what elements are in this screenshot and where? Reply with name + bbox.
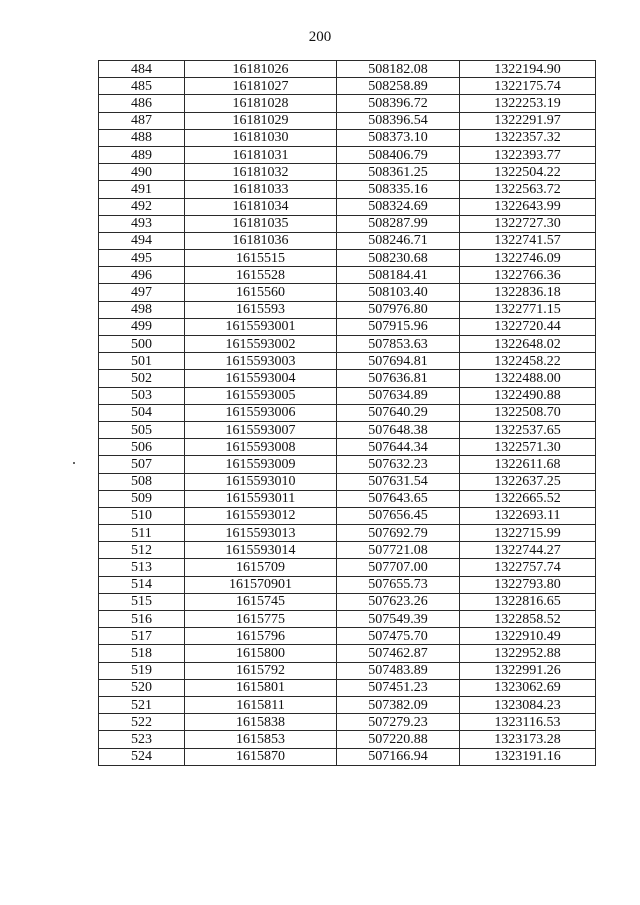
y-coordinate-cell: 1322488.00 — [460, 370, 596, 387]
y-coordinate-cell: 1322508.70 — [460, 404, 596, 421]
row-index-cell: 524 — [99, 748, 185, 765]
y-coordinate-cell: 1322637.25 — [460, 473, 596, 490]
x-coordinate-cell: 507707.00 — [337, 559, 460, 576]
x-coordinate-cell: 508396.72 — [337, 95, 460, 112]
point-id-cell: 1615593009 — [185, 456, 337, 473]
y-coordinate-cell: 1323173.28 — [460, 731, 596, 748]
table-row — [99, 593, 596, 610]
point-id-cell: 1615593014 — [185, 542, 337, 559]
x-coordinate-cell: 507451.23 — [337, 679, 460, 696]
point-id-cell: 16181026 — [185, 61, 337, 78]
y-coordinate-cell: 1322771.15 — [460, 301, 596, 318]
point-id-cell: 1615745 — [185, 593, 337, 610]
point-id-cell: 16181033 — [185, 181, 337, 198]
coordinates-table-body — [99, 61, 596, 766]
x-coordinate-cell: 507220.88 — [337, 731, 460, 748]
point-id-cell: 1615593004 — [185, 370, 337, 387]
row-index-cell: 501 — [99, 353, 185, 370]
y-coordinate-cell: 1322720.44 — [460, 318, 596, 335]
point-id-cell: 1615528 — [185, 267, 337, 284]
row-index-cell: 489 — [99, 146, 185, 163]
y-coordinate-cell: 1322175.74 — [460, 78, 596, 95]
x-coordinate-cell: 507643.65 — [337, 490, 460, 507]
x-coordinate-cell: 507656.45 — [337, 507, 460, 524]
y-coordinate-cell: 1322910.49 — [460, 628, 596, 645]
table-row — [99, 525, 596, 542]
x-coordinate-cell: 508103.40 — [337, 284, 460, 301]
table-row — [99, 164, 596, 181]
y-coordinate-cell: 1322952.88 — [460, 645, 596, 662]
y-coordinate-cell: 1322611.68 — [460, 456, 596, 473]
row-index-cell: 487 — [99, 112, 185, 129]
row-index-cell: 511 — [99, 525, 185, 542]
row-index-cell: 504 — [99, 404, 185, 421]
y-coordinate-cell: 1322357.32 — [460, 129, 596, 146]
row-index-cell: 514 — [99, 576, 185, 593]
table-row — [99, 559, 596, 576]
point-id-cell: 1615593006 — [185, 404, 337, 421]
y-coordinate-cell: 1322194.90 — [460, 61, 596, 78]
row-index-cell: 513 — [99, 559, 185, 576]
y-coordinate-cell: 1322715.99 — [460, 525, 596, 542]
row-index-cell: 520 — [99, 679, 185, 696]
x-coordinate-cell: 507634.89 — [337, 387, 460, 404]
point-id-cell: 16181027 — [185, 78, 337, 95]
x-coordinate-cell: 507636.81 — [337, 370, 460, 387]
x-coordinate-cell: 507694.81 — [337, 353, 460, 370]
x-coordinate-cell: 508361.25 — [337, 164, 460, 181]
x-coordinate-cell: 507655.73 — [337, 576, 460, 593]
x-coordinate-cell: 507915.96 — [337, 318, 460, 335]
y-coordinate-cell: 1322253.19 — [460, 95, 596, 112]
table-row — [99, 284, 596, 301]
row-index-cell: 486 — [99, 95, 185, 112]
table-row — [99, 662, 596, 679]
y-coordinate-cell: 1322991.26 — [460, 662, 596, 679]
table-row — [99, 353, 596, 370]
x-coordinate-cell: 508335.16 — [337, 181, 460, 198]
table-row — [99, 78, 596, 95]
table-row — [99, 421, 596, 438]
x-coordinate-cell: 508396.54 — [337, 112, 460, 129]
table-row — [99, 490, 596, 507]
table-row — [99, 232, 596, 249]
x-coordinate-cell: 507976.80 — [337, 301, 460, 318]
point-id-cell: 1615593 — [185, 301, 337, 318]
y-coordinate-cell: 1323116.53 — [460, 714, 596, 731]
point-id-cell: 16181032 — [185, 164, 337, 181]
point-id-cell: 1615593012 — [185, 507, 337, 524]
y-coordinate-cell: 1322458.22 — [460, 353, 596, 370]
point-id-cell: 16181030 — [185, 129, 337, 146]
row-index-cell: 485 — [99, 78, 185, 95]
table-row — [99, 215, 596, 232]
row-index-cell: 517 — [99, 628, 185, 645]
table-row — [99, 696, 596, 713]
table-row — [99, 645, 596, 662]
y-coordinate-cell: 1322816.65 — [460, 593, 596, 610]
row-index-cell: 522 — [99, 714, 185, 731]
row-index-cell: 523 — [99, 731, 185, 748]
row-index-cell: 505 — [99, 421, 185, 438]
table-row — [99, 129, 596, 146]
y-coordinate-cell: 1323084.23 — [460, 696, 596, 713]
table-row — [99, 370, 596, 387]
table-row — [99, 61, 596, 78]
row-index-cell: 512 — [99, 542, 185, 559]
x-coordinate-cell: 507853.63 — [337, 336, 460, 353]
table-row — [99, 542, 596, 559]
point-id-cell: 1615796 — [185, 628, 337, 645]
x-coordinate-cell: 507632.23 — [337, 456, 460, 473]
table-row — [99, 611, 596, 628]
row-index-cell: 484 — [99, 61, 185, 78]
row-index-cell: 508 — [99, 473, 185, 490]
point-id-cell: 1615792 — [185, 662, 337, 679]
y-coordinate-cell: 1322393.77 — [460, 146, 596, 163]
row-index-cell: 518 — [99, 645, 185, 662]
x-coordinate-cell: 508406.79 — [337, 146, 460, 163]
point-id-cell: 1615775 — [185, 611, 337, 628]
y-coordinate-cell: 1322291.97 — [460, 112, 596, 129]
row-index-cell: 510 — [99, 507, 185, 524]
row-index-cell: 500 — [99, 336, 185, 353]
x-coordinate-cell: 507475.70 — [337, 628, 460, 645]
y-coordinate-cell: 1322793.80 — [460, 576, 596, 593]
y-coordinate-cell: 1322836.18 — [460, 284, 596, 301]
x-coordinate-cell: 507483.89 — [337, 662, 460, 679]
x-coordinate-cell: 507644.34 — [337, 439, 460, 456]
y-coordinate-cell: 1322537.65 — [460, 421, 596, 438]
point-id-cell: 1615801 — [185, 679, 337, 696]
point-id-cell: 16181036 — [185, 232, 337, 249]
table-row — [99, 301, 596, 318]
point-id-cell: 1615811 — [185, 696, 337, 713]
x-coordinate-cell: 507382.09 — [337, 696, 460, 713]
y-coordinate-cell: 1323062.69 — [460, 679, 596, 696]
table-row — [99, 146, 596, 163]
row-index-cell: 496 — [99, 267, 185, 284]
row-index-cell: 516 — [99, 611, 185, 628]
x-coordinate-cell: 508184.41 — [337, 267, 460, 284]
point-id-cell: 1615593007 — [185, 421, 337, 438]
point-id-cell: 161570901 — [185, 576, 337, 593]
table-row — [99, 318, 596, 335]
y-coordinate-cell: 1322490.88 — [460, 387, 596, 404]
row-index-cell: 502 — [99, 370, 185, 387]
scan-speck — [73, 462, 75, 464]
row-index-cell: 497 — [99, 284, 185, 301]
row-index-cell: 491 — [99, 181, 185, 198]
row-index-cell: 507 — [99, 456, 185, 473]
y-coordinate-cell: 1322766.36 — [460, 267, 596, 284]
x-coordinate-cell: 508258.89 — [337, 78, 460, 95]
point-id-cell: 1615838 — [185, 714, 337, 731]
point-id-cell: 16181031 — [185, 146, 337, 163]
row-index-cell: 492 — [99, 198, 185, 215]
point-id-cell: 1615560 — [185, 284, 337, 301]
row-index-cell: 519 — [99, 662, 185, 679]
point-id-cell: 1615593008 — [185, 439, 337, 456]
x-coordinate-cell: 508324.69 — [337, 198, 460, 215]
table-row — [99, 628, 596, 645]
point-id-cell: 1615709 — [185, 559, 337, 576]
table-row — [99, 387, 596, 404]
table-row — [99, 439, 596, 456]
table-row — [99, 404, 596, 421]
table-row — [99, 198, 596, 215]
row-index-cell: 488 — [99, 129, 185, 146]
row-index-cell: 493 — [99, 215, 185, 232]
x-coordinate-cell: 507166.94 — [337, 748, 460, 765]
y-coordinate-cell: 1323191.16 — [460, 748, 596, 765]
table-row — [99, 748, 596, 765]
page-number: 200 — [308, 29, 332, 45]
x-coordinate-cell: 507692.79 — [337, 525, 460, 542]
x-coordinate-cell: 508246.71 — [337, 232, 460, 249]
y-coordinate-cell: 1322648.02 — [460, 336, 596, 353]
row-index-cell: 498 — [99, 301, 185, 318]
point-id-cell: 1615593002 — [185, 336, 337, 353]
point-id-cell: 16181034 — [185, 198, 337, 215]
table-row — [99, 576, 596, 593]
x-coordinate-cell: 507648.38 — [337, 421, 460, 438]
point-id-cell: 16181035 — [185, 215, 337, 232]
coordinates-table — [98, 60, 596, 766]
table-row — [99, 679, 596, 696]
y-coordinate-cell: 1322643.99 — [460, 198, 596, 215]
x-coordinate-cell: 508182.08 — [337, 61, 460, 78]
point-id-cell: 1615800 — [185, 645, 337, 662]
y-coordinate-cell: 1322741.57 — [460, 232, 596, 249]
row-index-cell: 506 — [99, 439, 185, 456]
table-row — [99, 336, 596, 353]
point-id-cell: 1615853 — [185, 731, 337, 748]
table-row — [99, 267, 596, 284]
y-coordinate-cell: 1322727.30 — [460, 215, 596, 232]
x-coordinate-cell: 507549.39 — [337, 611, 460, 628]
table-row — [99, 95, 596, 112]
row-index-cell: 494 — [99, 232, 185, 249]
y-coordinate-cell: 1322504.22 — [460, 164, 596, 181]
table-row — [99, 714, 596, 731]
point-id-cell: 1615593001 — [185, 318, 337, 335]
x-coordinate-cell: 508373.10 — [337, 129, 460, 146]
point-id-cell: 1615593005 — [185, 387, 337, 404]
table-row — [99, 181, 596, 198]
table-row — [99, 112, 596, 129]
x-coordinate-cell: 507462.87 — [337, 645, 460, 662]
point-id-cell: 16181028 — [185, 95, 337, 112]
x-coordinate-cell: 508230.68 — [337, 250, 460, 267]
x-coordinate-cell: 508287.99 — [337, 215, 460, 232]
row-index-cell: 521 — [99, 696, 185, 713]
point-id-cell: 1615593011 — [185, 490, 337, 507]
table-row — [99, 473, 596, 490]
y-coordinate-cell: 1322693.11 — [460, 507, 596, 524]
y-coordinate-cell: 1322563.72 — [460, 181, 596, 198]
table-row — [99, 731, 596, 748]
table-row — [99, 507, 596, 524]
table-row — [99, 250, 596, 267]
table-row — [99, 456, 596, 473]
point-id-cell: 1615515 — [185, 250, 337, 267]
y-coordinate-cell: 1322571.30 — [460, 439, 596, 456]
row-index-cell: 509 — [99, 490, 185, 507]
row-index-cell: 503 — [99, 387, 185, 404]
row-index-cell: 495 — [99, 250, 185, 267]
y-coordinate-cell: 1322665.52 — [460, 490, 596, 507]
x-coordinate-cell: 507721.08 — [337, 542, 460, 559]
y-coordinate-cell: 1322858.52 — [460, 611, 596, 628]
row-index-cell: 499 — [99, 318, 185, 335]
point-id-cell: 1615593003 — [185, 353, 337, 370]
point-id-cell: 1615593013 — [185, 525, 337, 542]
point-id-cell: 1615593010 — [185, 473, 337, 490]
x-coordinate-cell: 507640.29 — [337, 404, 460, 421]
point-id-cell: 1615870 — [185, 748, 337, 765]
x-coordinate-cell: 507631.54 — [337, 473, 460, 490]
x-coordinate-cell: 507623.26 — [337, 593, 460, 610]
y-coordinate-cell: 1322744.27 — [460, 542, 596, 559]
y-coordinate-cell: 1322757.74 — [460, 559, 596, 576]
row-index-cell: 515 — [99, 593, 185, 610]
x-coordinate-cell: 507279.23 — [337, 714, 460, 731]
row-index-cell: 490 — [99, 164, 185, 181]
y-coordinate-cell: 1322746.09 — [460, 250, 596, 267]
point-id-cell: 16181029 — [185, 112, 337, 129]
